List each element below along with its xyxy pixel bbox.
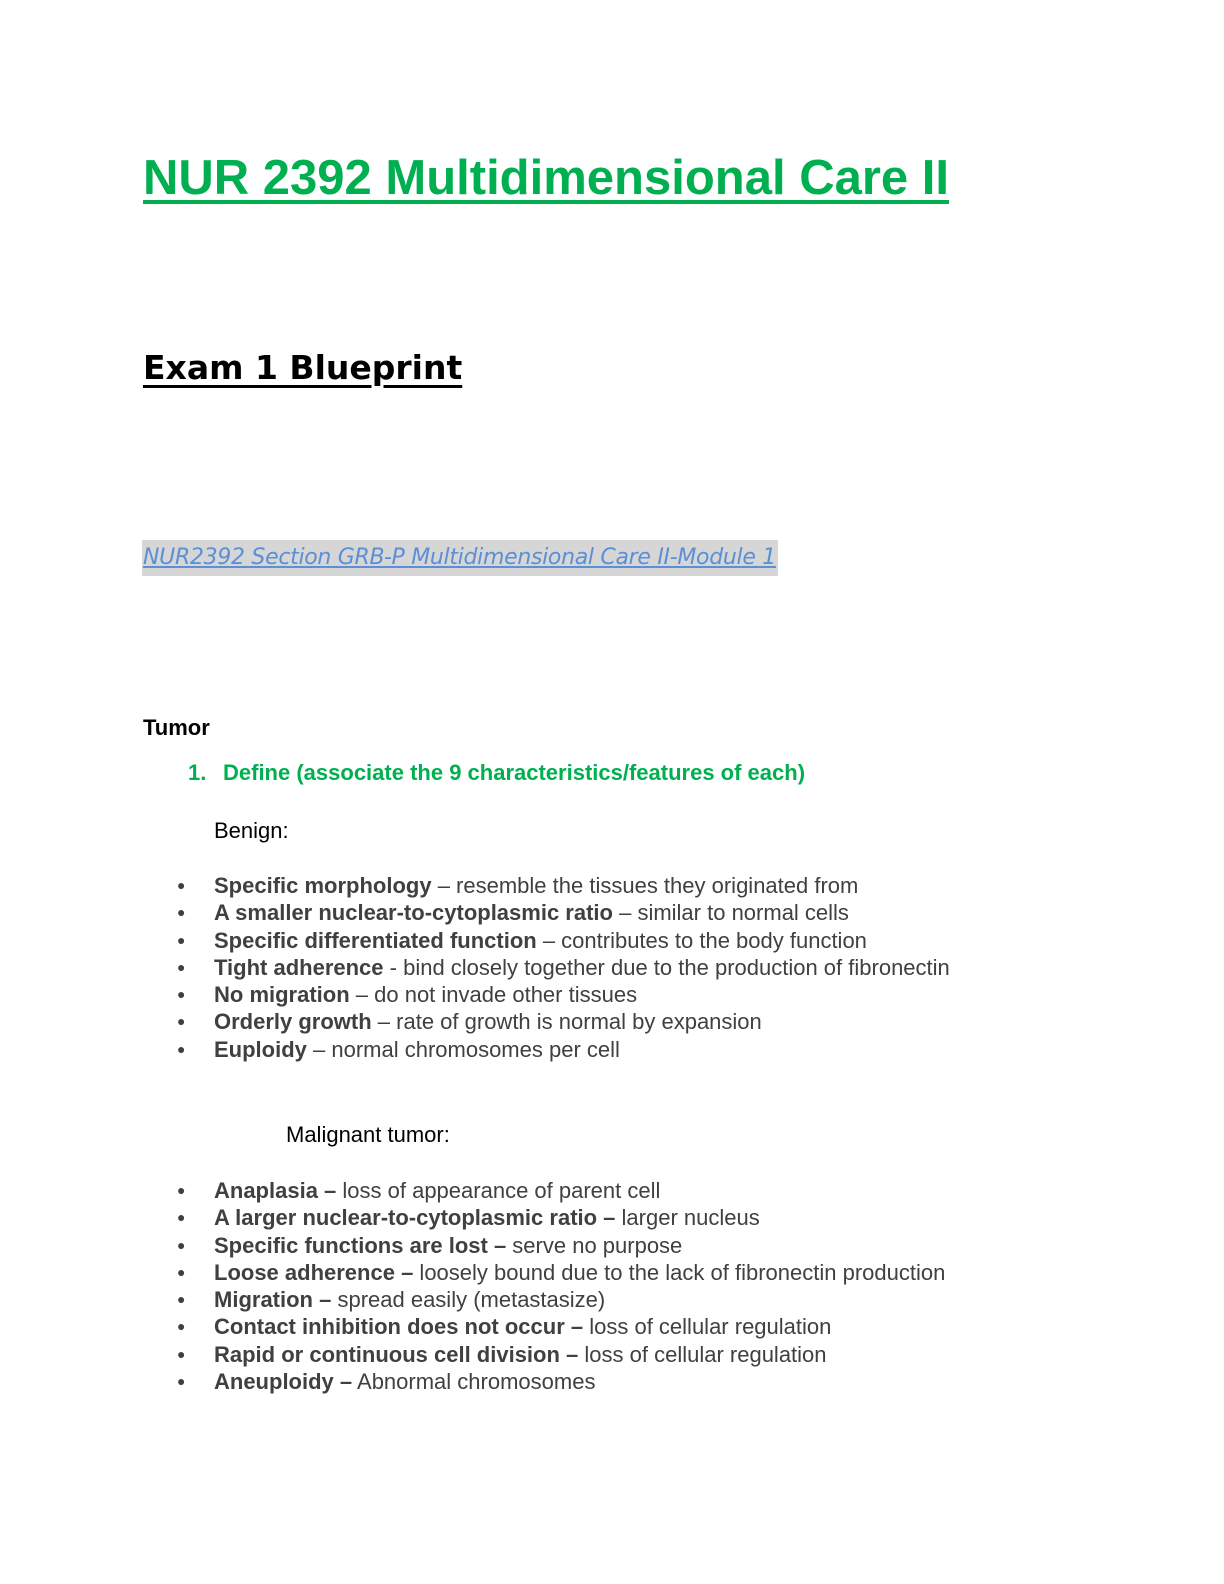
bullet-icon: ● xyxy=(177,931,186,948)
item-term: Tight adherence xyxy=(214,954,384,980)
bullet-icon: ● xyxy=(177,1318,186,1335)
bullet-icon: ● xyxy=(177,877,186,893)
item-term: Rapid or continuous cell division – xyxy=(214,1341,579,1367)
item-term: Specific morphology xyxy=(214,873,432,898)
list-item xyxy=(0,1204,945,1231)
module-link[interactable]: NUR2392 Section GRB-P Multidimensional Care II-Module 1 xyxy=(142,540,778,576)
list-item xyxy=(0,927,950,954)
item-term: Specific differentiated function xyxy=(214,927,537,953)
item-term: Specific functions are lost – xyxy=(214,1232,507,1258)
item-term: Contact inhibition does not occur – xyxy=(214,1314,584,1340)
list-item xyxy=(0,1286,945,1313)
list-item xyxy=(0,899,950,926)
define-numbered-item xyxy=(188,758,805,788)
item-desc: loosely bound due to the lack of fibronectin production xyxy=(413,1259,946,1285)
list-item xyxy=(0,1259,945,1286)
bullet-icon: ● xyxy=(177,1013,186,1030)
item-term: Loose adherence – xyxy=(214,1259,414,1285)
bullet-icon: ● xyxy=(177,1291,186,1308)
list-item xyxy=(0,1008,950,1035)
benign-list xyxy=(0,872,950,1063)
item-desc: Abnormal chromosomes xyxy=(352,1369,596,1395)
exam-blueprint-heading: Exam 1 Blueprint xyxy=(143,348,463,387)
list-item xyxy=(0,872,950,899)
item-term: A larger nuclear-to-cytoplasmic ratio – xyxy=(214,1205,616,1231)
item-text: Define (associate the 9 characteristics/features of each) xyxy=(223,760,806,785)
list-item xyxy=(0,1368,945,1395)
list-item xyxy=(0,1341,945,1368)
item-desc: – normal chromosomes per cell xyxy=(306,1036,620,1062)
item-term: Anaplasia – xyxy=(214,1178,337,1203)
bullet-icon: ● xyxy=(177,1263,186,1280)
item-desc: – contributes to the body function xyxy=(536,927,867,953)
item-term: Aneuploidy – xyxy=(214,1369,353,1395)
item-term: Orderly growth xyxy=(214,1009,372,1035)
list-item xyxy=(0,954,950,981)
item-desc: larger nucleus xyxy=(615,1205,760,1231)
item-term: A smaller nuclear-to-cytoplasmic ratio xyxy=(214,900,613,926)
list-item xyxy=(0,981,950,1008)
bullet-icon: ● xyxy=(177,1236,186,1253)
bullet-icon: ● xyxy=(177,986,186,1003)
list-item xyxy=(0,1036,950,1063)
item-desc: loss of cellular regulation xyxy=(583,1314,832,1340)
bullet-icon: ● xyxy=(177,904,186,921)
document-title: NUR 2392 Multidimensional Care II xyxy=(143,151,949,205)
list-item xyxy=(0,1177,945,1204)
bullet-icon: ● xyxy=(177,1182,186,1198)
item-desc: – resemble the tissues they originated from xyxy=(431,873,859,898)
item-term: No migration xyxy=(214,982,350,1008)
item-desc: loss of appearance of parent cell xyxy=(336,1178,661,1203)
bullet-icon: ● xyxy=(177,958,186,975)
malignant-label: Malignant tumor: xyxy=(286,1122,450,1147)
item-term: Migration – xyxy=(214,1287,332,1313)
bullet-icon: ● xyxy=(177,1040,186,1057)
item-desc: – do not invade other tissues xyxy=(349,982,638,1008)
item-desc: – rate of growth is normal by expansion xyxy=(371,1009,762,1035)
item-term: Euploidy xyxy=(214,1036,307,1062)
bullet-icon: ● xyxy=(177,1209,186,1226)
item-desc: loss of cellular regulation xyxy=(578,1341,827,1367)
benign-label: Benign: xyxy=(214,818,289,843)
item-desc: – similar to normal cells xyxy=(612,900,849,926)
list-item xyxy=(0,1313,945,1340)
bullet-icon: ● xyxy=(177,1345,186,1362)
item-desc: serve no purpose xyxy=(506,1232,683,1258)
item-desc: - bind closely together due to the production of fibronectin xyxy=(383,954,950,980)
item-desc: spread easily (metastasize) xyxy=(331,1287,606,1313)
malignant-list xyxy=(0,1177,945,1395)
tumor-heading: Tumor xyxy=(143,715,210,740)
bullet-icon: ● xyxy=(177,1373,186,1390)
item-number: 1. xyxy=(188,760,207,785)
list-item xyxy=(0,1232,945,1259)
